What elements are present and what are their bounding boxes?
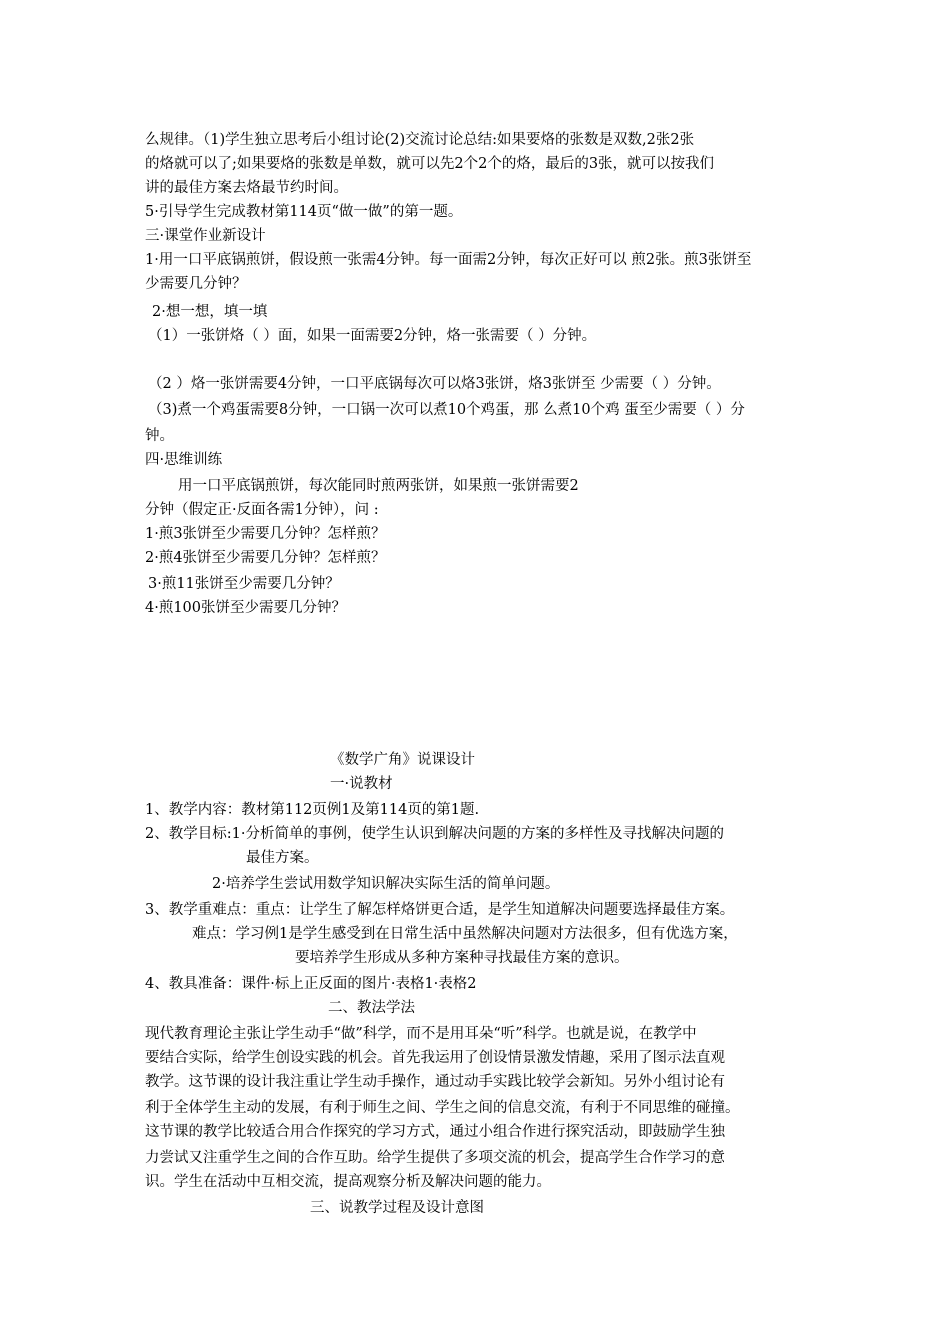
- document-title: 《数学广角》说课设计: [330, 752, 475, 768]
- text-line: 难点：学习例1是学生感受到在日常生活中虽然解决问题对方法很多，但有优选方案，: [192, 926, 738, 942]
- text-line: 5·引导学生完成教材第114页“做一做”的第一题。: [145, 204, 463, 220]
- text-line: 的烙就可以了;如果要烙的张数是单数，就可以先2个2个的烙，最后的3张，就可以按我们: [145, 156, 715, 172]
- text-line: 2·煎4张饼至少需要几分钟？怎样煎？: [145, 550, 386, 566]
- text-line: 4、教具准备：课件·标上正反面的图片·表格1·表格2: [145, 976, 477, 992]
- text-line: 1、教学内容：教材第112页例1及第114页的第1题.: [145, 802, 480, 818]
- text-line: 1·用一口平底锅煎饼，假设煎一张需4分钟。每一面需2分钟，每次正好可以 煎2张。煎3张饼至: [145, 252, 752, 268]
- text-line: 1·煎3张饼至少需要几分钟？怎样煎？: [145, 526, 386, 542]
- text-line: （2 ）烙一张饼需要4分钟，一口平底锅每次可以烙3张饼，烙3张饼至 少需要（ ）分钟。: [148, 376, 721, 392]
- text-line: 要结合实际，给学生创设实践的机会。首先我运用了创设情景激发情趣，采用了图示法直观: [145, 1050, 725, 1066]
- text-line: 力尝试又注重学生之间的合作互助。给学生提供了多项交流的机会，提高学生合作学习的意: [145, 1150, 725, 1166]
- text-line: 4·煎100张饼至少需要几分钟？: [145, 600, 347, 616]
- text-line: 2、教学目标:1·分析简单的事例，使学生认识到解决问题的方案的多样性及寻找解决问题的: [145, 826, 724, 842]
- text-line: 3、教学重难点：重点：让学生了解怎样烙饼更合适，是学生知道解决问题要选择最佳方案。: [145, 902, 735, 918]
- text-line: 这节课的教学比较适合用合作探究的学习方式，通过小组合作进行探究活动，即鼓励学生独: [145, 1124, 725, 1140]
- text-line: （3)煮一个鸡蛋需要8分钟，一口锅一次可以煮10个鸡蛋，那 么煮10个鸡 蛋至少需要（ ）分: [148, 402, 745, 418]
- text-line: 3·煎11张饼至少需要几分钟？: [148, 576, 340, 592]
- text-line: 钟。: [145, 428, 174, 444]
- text-line: 2·想一想，填一填: [152, 304, 268, 320]
- section-heading: 二、教法学法: [328, 1000, 415, 1016]
- text-line: 利于全体学生主动的发展，有利于师生之间、学生之间的信息交流，有利于不同思维的碰撞。: [145, 1100, 740, 1116]
- section-heading: 一·说教材: [330, 776, 393, 792]
- text-line: 2·培养学生尝试用数学知识解决实际生活的简单问题。: [212, 876, 560, 892]
- text-line: 分钟（假定正·反面各需1分钟），问 :: [145, 502, 379, 518]
- text-line: 现代教育理论主张让学生动手“做”科学，而不是用耳朵“听”科学。也就是说，在教学中: [145, 1026, 697, 1042]
- text-line: 少需要几分钟？: [145, 276, 247, 292]
- text-line: 最佳方案。: [246, 850, 319, 866]
- text-line: 要培养学生形成从多种方案种寻找最佳方案的意识。: [295, 950, 629, 966]
- text-line: 用一口平底锅煎饼，每次能同时煎两张饼，如果煎一张饼需要2: [178, 478, 579, 494]
- section-heading: 三、说教学过程及设计意图: [310, 1200, 484, 1216]
- text-line: 讲的最佳方案去烙最节约时间。: [145, 180, 348, 196]
- section-heading: 四·思维训练: [145, 452, 223, 468]
- text-line: 识。学生在活动中互相交流，提高观察分析及解决问题的能力。: [145, 1174, 551, 1190]
- text-line: 么规律。（1)学生独立思考后小组讨论(2)交流讨论总结:如果要烙的张数是双数,2张2张: [145, 132, 695, 148]
- text-line: （1）一张饼烙（ ）面，如果一面需要2分钟，烙一张需要（ ）分钟。: [148, 328, 597, 344]
- section-heading: 三·课堂作业新设计: [145, 228, 266, 244]
- text-line: 教学。这节课的设计我注重让学生动手操作，通过动手实践比较学会新知。另外小组讨论有: [145, 1074, 725, 1090]
